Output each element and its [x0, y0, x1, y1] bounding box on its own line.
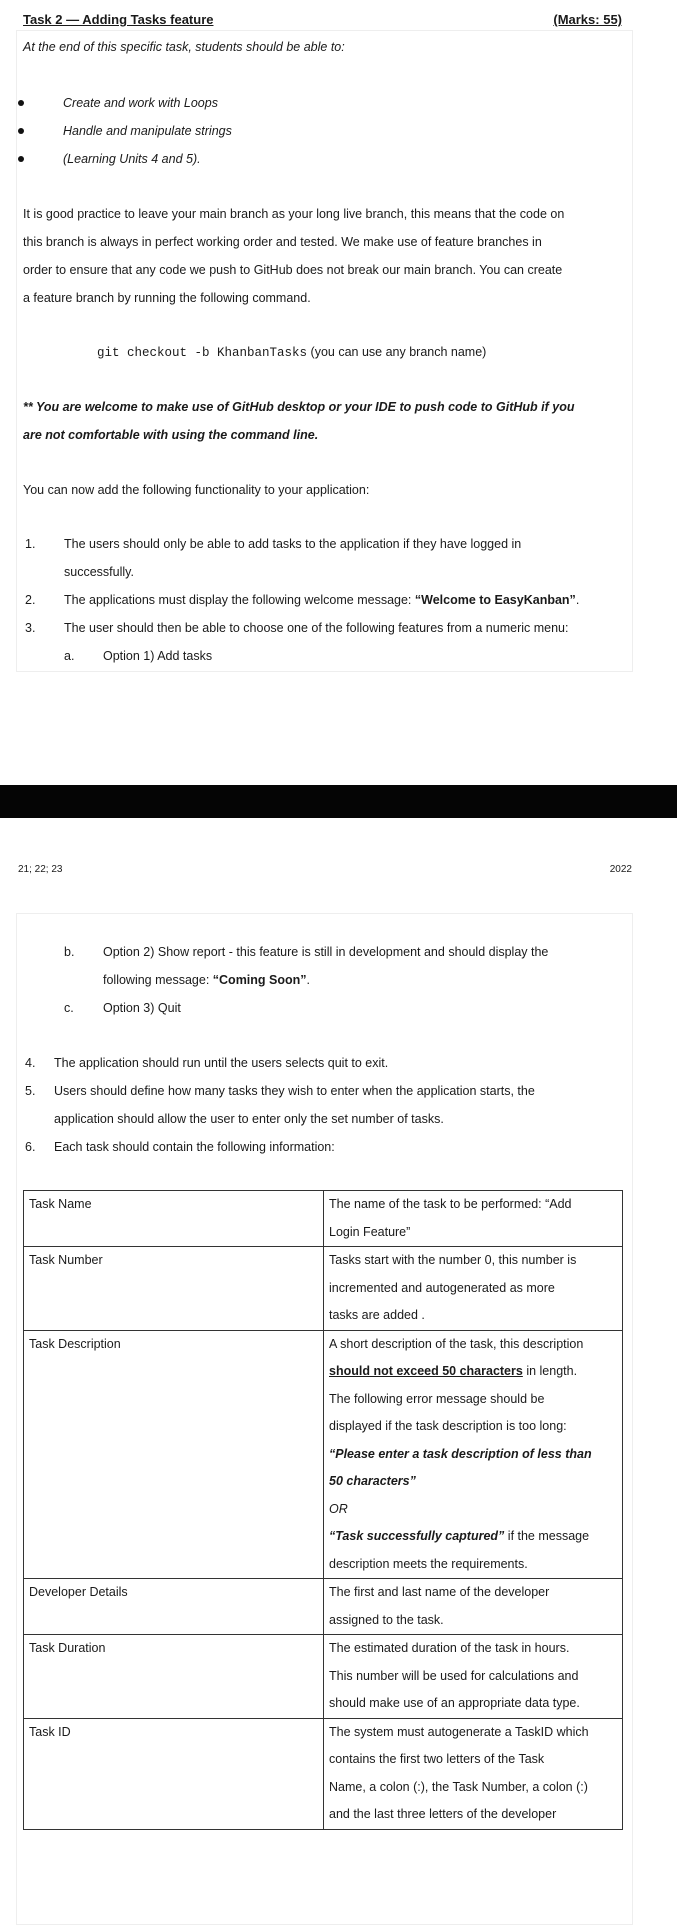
list-item-text: The user should then be able to choose one of the following features from a numeric menu:: [64, 621, 569, 635]
field-name: Task Description: [24, 1330, 324, 1579]
list-number: 5.: [25, 1084, 36, 1098]
field-description: Tasks start with the number 0, this number is incremented and autogenerated as more tasks are added .: [324, 1247, 623, 1331]
table-row: [24, 1247, 623, 1331]
paragraph-line: a feature branch by running the following command.: [23, 291, 311, 305]
list-item-text: Each task should contain the following information:: [54, 1140, 335, 1154]
outcome-item: Create and work with Loops: [63, 96, 218, 110]
outcome-item: Handle and manipulate strings: [63, 124, 232, 138]
sub-item-text: Option 2) Show report - this feature is still in development and should display the: [103, 945, 549, 959]
table-row: [24, 1718, 623, 1829]
functionality-intro: You can now add the following functionality to your application:: [23, 483, 370, 497]
paragraph-line: order to ensure that any code we push to GitHub does not break our main branch. You can create: [23, 263, 563, 277]
bullet-icon: [18, 100, 24, 106]
task-header: [23, 12, 622, 31]
field-description: A short description of the task, this description should not exceed 50 characters in length. The following error message should be displayed if the task description is too long: “Please enter a task description of less than 50 characters” OR “Task successfully captured” if the message description meets the requirements.: [324, 1330, 623, 1579]
sub-item-text: Option 1) Add tasks: [103, 649, 213, 663]
task-marks: (Marks: 55): [553, 12, 622, 27]
list-number: 2.: [25, 593, 36, 607]
field-name: Task Number: [24, 1247, 324, 1331]
sub-letter: b.: [64, 945, 75, 959]
page-footer-year: 2022: [609, 864, 632, 875]
sub-letter: c.: [64, 1001, 74, 1015]
sub-item-text: following message: “Coming Soon”.: [103, 973, 311, 987]
field-name: Task ID: [24, 1718, 324, 1829]
page-separator: [0, 785, 677, 818]
paragraph-line: this branch is always in perfect working order and tested. We make use of feature branches in: [23, 235, 542, 249]
list-number: 4.: [25, 1056, 36, 1070]
git-command: git checkout -b KhanbanTasks: [97, 346, 308, 360]
page-footer-units: 21; 22; 23: [18, 864, 63, 875]
task-info-table: [23, 1190, 623, 1830]
intro-text: At the end of this specific task, students should be able to:: [23, 40, 345, 54]
list-item-text: Users should define how many tasks they wish to enter when the application starts, the: [54, 1084, 535, 1098]
field-description: The name of the task to be performed: “Add Login Feature”: [324, 1191, 623, 1247]
task-title: Task 2 — Adding Tasks feature: [23, 12, 214, 27]
git-command-line: [97, 338, 486, 367]
paragraph-line: It is good practice to leave your main branch as your long live branch, this means that the code on: [23, 207, 565, 221]
list-item-text: application should allow the user to enter only the set number of tasks.: [54, 1112, 444, 1126]
field-description: The estimated duration of the task in hours. This number will be used for calculations and should make use of an appropriate data type.: [324, 1635, 623, 1719]
bullet-icon: [18, 128, 24, 134]
field-description: The first and last name of the developer assigned to the task.: [324, 1579, 623, 1635]
document-page-2: [0, 818, 677, 1920]
list-number: 3.: [25, 621, 36, 635]
bullet-icon: [18, 156, 24, 162]
field-description: The system must autogenerate a TaskID which contains the first two letters of the Task Name, a colon (:), the Task Number, a colon (:) and the last three letters of the developer: [324, 1718, 623, 1829]
note-line: ** You are welcome to make use of GitHub desktop or your IDE to push code to GitHub if you: [23, 400, 575, 414]
list-number: 1.: [25, 537, 36, 551]
sub-letter: a.: [64, 649, 75, 663]
table-row: [24, 1579, 623, 1635]
list-item-text: successfully.: [64, 565, 134, 579]
table-row: [24, 1635, 623, 1719]
sub-item-text: Option 3) Quit: [103, 1001, 181, 1015]
field-name: Task Duration: [24, 1635, 324, 1719]
table-row: [24, 1330, 623, 1579]
field-name: Task Name: [24, 1191, 324, 1247]
document-page-1: [0, 0, 677, 785]
table-row: [24, 1191, 623, 1247]
list-item-text: The applications must display the following welcome message: “Welcome to EasyKanban”.: [64, 593, 580, 607]
git-command-note: (you can use any branch name): [310, 345, 487, 359]
list-number: 6.: [25, 1140, 36, 1154]
outcome-item: (Learning Units 4 and 5).: [63, 152, 201, 166]
list-item-text: The users should only be able to add tasks to the application if they have logged in: [64, 537, 522, 551]
list-item-text: The application should run until the users selects quit to exit.: [54, 1056, 389, 1070]
note-line: are not comfortable with using the command line.: [23, 428, 319, 442]
field-name: Developer Details: [24, 1579, 324, 1635]
